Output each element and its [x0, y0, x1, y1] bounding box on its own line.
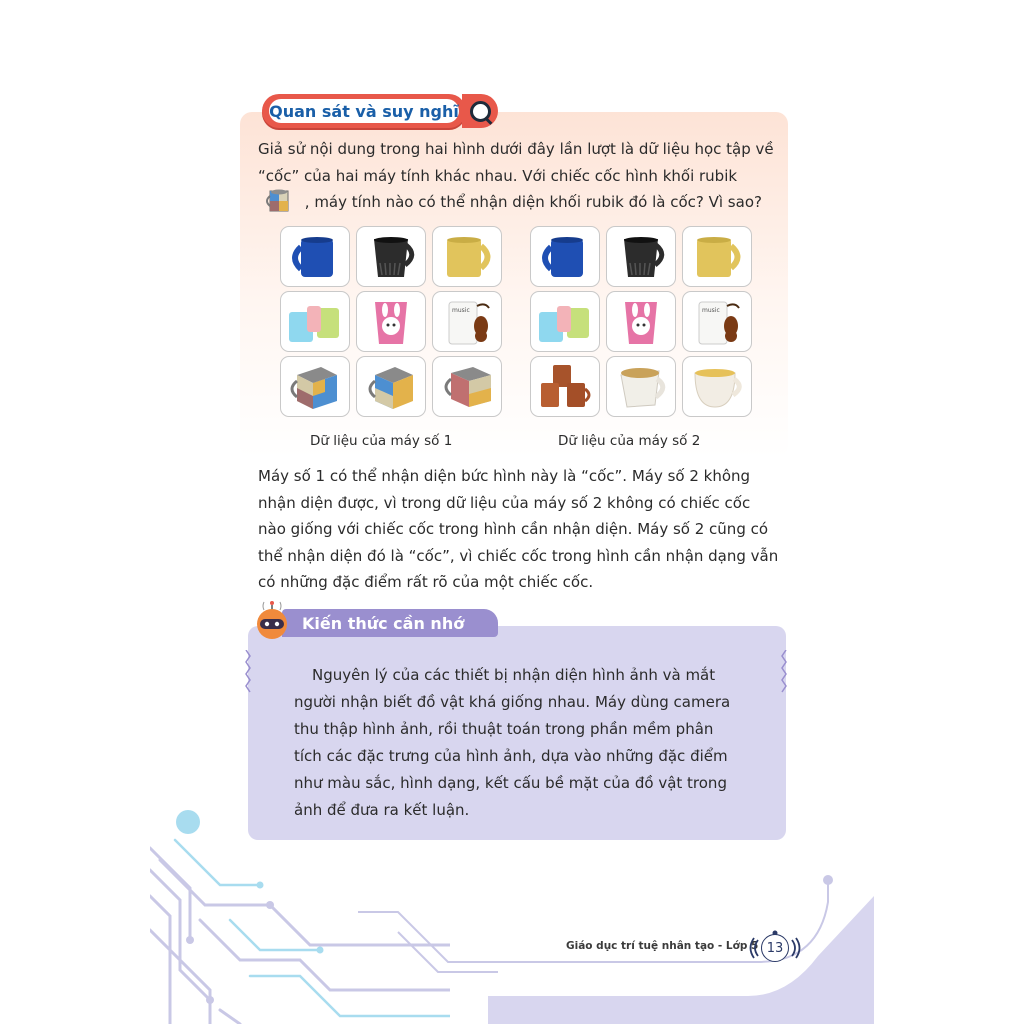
side-decoration — [244, 650, 252, 696]
cup-image — [432, 291, 502, 352]
page-number: 13 — [761, 934, 789, 962]
caption-machine2: Dữ liệu của máy số 2 — [558, 433, 701, 449]
cup-image — [530, 356, 600, 417]
cup-image — [606, 291, 676, 352]
cup-image — [682, 356, 752, 417]
rubik-cup-icon — [264, 188, 294, 214]
cup-image — [356, 226, 426, 287]
cup-image — [530, 291, 600, 352]
cup-image — [432, 226, 502, 287]
machine1-data-grid — [280, 226, 502, 417]
cup-image — [280, 226, 350, 287]
cup-image — [280, 291, 350, 352]
knowledge-title: Kiến thức cần nhớ — [282, 609, 498, 637]
cup-image — [606, 226, 676, 287]
observe-title-tab — [262, 94, 466, 128]
knowledge-paragraph: Nguyên lý của các thiết bị nhận diện hình ảnh và mắt người nhận biết đồ vật khá giống nhau. Máy dùng camera thu thập hình ảnh, rồi thuật toán trong phần mềm phân tích các đặc trưng của hình ảnh, dựa vào những đặc điểm như màu sắc, hình dạng, kết cấu bề mặt của đồ vật trong ảnh để đưa ra kết luận. — [294, 666, 731, 819]
machine2-data-grid — [530, 226, 752, 417]
cup-image — [682, 291, 752, 352]
rubik-cup-image — [432, 356, 502, 417]
side-decoration — [780, 650, 788, 696]
book-title: Giáo dục trí tuệ nhân tạo - Lớp 5 — [566, 940, 759, 952]
cup-image — [606, 356, 676, 417]
observe-question-part1: Giả sử nội dung trong hai hình dưới đây lần lượt là dữ liệu học tập về “cốc” của hai máy tính khác nhau. Với chiếc cốc hình khối rubik — [258, 140, 774, 185]
observe-question — [258, 136, 778, 216]
svg-text:music: music — [452, 306, 470, 314]
page-number-badge — [748, 928, 802, 968]
observe-question-part2: , máy tính nào có thể nhận diện khối rubik đó là cốc? Vì sao? — [304, 193, 762, 211]
caption-machine1: Dữ liệu của máy số 1 — [310, 433, 453, 449]
cup-image — [530, 226, 600, 287]
observe-answer: Máy số 1 có thể nhận diện bức hình này là “cốc”. Máy số 2 không nhận diện được, vì trong dữ liệu của máy số 2 không có chiếc cốc nào giống với chiếc cốc trong hình cần nhận diện. Máy số 2 cũng có thể nhận diện đó là “cốc”, vì chiếc cốc trong hình cần nhận dạng vẫn có những đặc điểm rất rõ của một chiếc cốc. — [258, 467, 779, 591]
cup-image — [682, 226, 752, 287]
cup-image — [356, 291, 426, 352]
rubik-cup-image — [356, 356, 426, 417]
observe-title: Quan sát và suy nghĩ — [269, 99, 459, 123]
rubik-cup-image — [280, 356, 350, 417]
svg-text:music: music — [702, 306, 720, 314]
magnifier-icon — [462, 94, 498, 128]
robot-icon — [254, 598, 290, 642]
